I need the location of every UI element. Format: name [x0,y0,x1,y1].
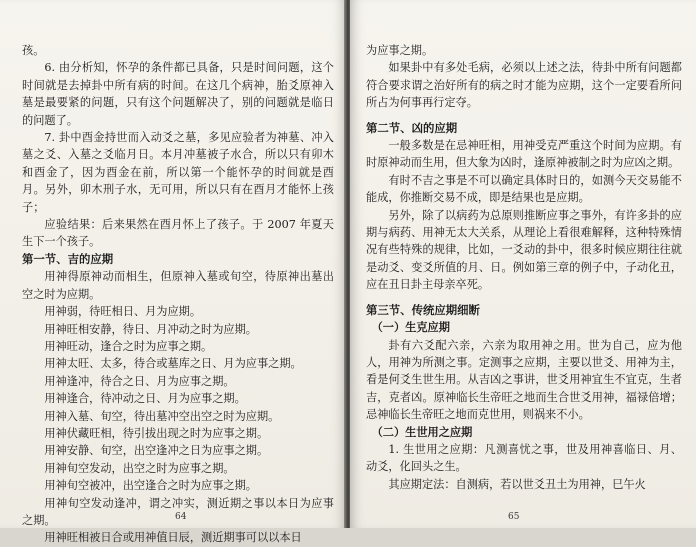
right-page [350,0,696,528]
list-item: 用神逢合，待冲动之日、月为应事之期。 [44,392,246,406]
list-item: 用神太旺、太多，待合或墓库之日、月为应事之期。 [44,357,302,371]
right-paragraph: 另外，除了以病药为总原则推断应事之事外，有许多卦的应期与病药、用神无太大关系，从理论上看很难解释，这种特殊情况有些特殊的规律，比如，一爻动的卦中，很多时候应期往往就是动爻、变爻所值的月、日。例如第三章的例子中，子动化丑，应在丑日卦主母亲卒死。 [366,208,682,292]
right-paragraph: 卦有六爻配六亲，六亲为取用神之用。世为自己，应为他人，用神为所测之事。定测事之应期，主要以世爻、用神为主，看是何爻生世生用。从吉凶之事讲，世爻用神宜生不宜克，生者吉，克者凶。原神临长生帝旺之地而生合世爻用神，福禄倍增；忌神临长生帝旺之地而克世用，则祸来不小。 [366,338,682,422]
list-item: 用神旺相安静，待日、月冲动之时为应期。 [44,322,257,336]
right-paragraph: 有时不吉之事是不可以确定具体时日的，如测今天交易能不能成，你推断交易不成，即是结果也是应期。 [366,173,682,205]
right-paragraph: 如果卦中有多处毛病，必须以上述之法，待卦中所有问题都符合要求谓之治好所有的病之时才能为应期，这个一定要看所问所占为何事再行定夺。 [366,61,682,110]
list-item: 用神旬空被冲，出空逢合之时为应事之期。 [44,479,257,493]
verification-result: 应验结果：后来果然在酉月怀上了孩子。于 2007 年夏天生下一个孩子。 [22,218,334,249]
list-item: 用神安静、旬空，出空逢冲之日为应事之期。 [44,444,269,458]
right-paragraph: 1. 生世用之应期：凡测喜忧之事，世及用神喜临日、月、动爻，化回头之生。 [366,442,682,474]
section-title-auspicious: 第一节、吉的应期 [22,251,114,266]
list-item: 用神入墓、旬空，待出墓冲空出空之时为应期。 [44,409,280,423]
list-item: 用神得原神动而相生，但原神入墓或旬空，待原神出墓出空之时为应期。 [22,270,334,301]
page-number-right: 65 [508,512,520,522]
left-paragraph: 6. 由分析知，怀孕的条件都已具备，只是时间问题，这个时间就是去掉卦中所有病的时间。在这几个病神，胎爻原神入墓是最要紧的问题，只有这个问题解决了，别的问题就是临日的问题了。 [22,61,334,127]
right-paragraph: 一般多数是在忌神旺相，用神受克严重这个时间为应期。有时原神动而生用，但大象为凶时，逢原神被制之时为应凶之期。 [366,139,682,170]
list-item: 用神旺动，逢合之时为应事之期。 [44,339,213,353]
list-item: 用神伏藏旺相，待引拔出现之时为应事之期。 [44,426,269,440]
right-line: 为应事之期。 [366,44,434,57]
list-item: 用神逢冲，待合之日、月为应事之期。 [44,374,235,388]
left-paragraph: 7. 卦中酉金持世而入动爻之墓，多见应验者为神墓、冲入墓之爻、入墓之爻临月日。本月冲墓被子水合，所以只有卯木和酉金了，因为酉金在前，所以第一个能怀孕的时间就是酉月。另外，卯木刑子水，无可用，所以只有在酉月才能怀上孩子； [22,131,334,214]
list-item: 用神旬空发动，出空之时为应事之期。 [44,461,235,475]
list-item: 用神旺相被日合或用神值日辰，测近期事可以以本日 [44,531,302,545]
section-title-inauspicious: 第二节、凶的应期 [366,120,458,135]
left-page [0,0,346,545]
right-paragraph: 其应期定法：自测病，若以世爻丑土为用神，巳午火 [388,477,646,491]
left-line: 孩。 [22,44,45,57]
page-number-left: 64 [175,512,187,522]
subsection-title-1: （一）生克应期 [371,321,450,335]
list-item: 用神旬空发动逢冲，谓之冲实，测近期之事以本日为应事之期。 [22,496,334,527]
section-title-traditional: 第三节、传统应期细断 [366,302,480,317]
subsection-title-2: （二）生世用之应期 [371,425,473,439]
list-item: 用神弱，待旺相日、月为应期。 [44,305,202,319]
